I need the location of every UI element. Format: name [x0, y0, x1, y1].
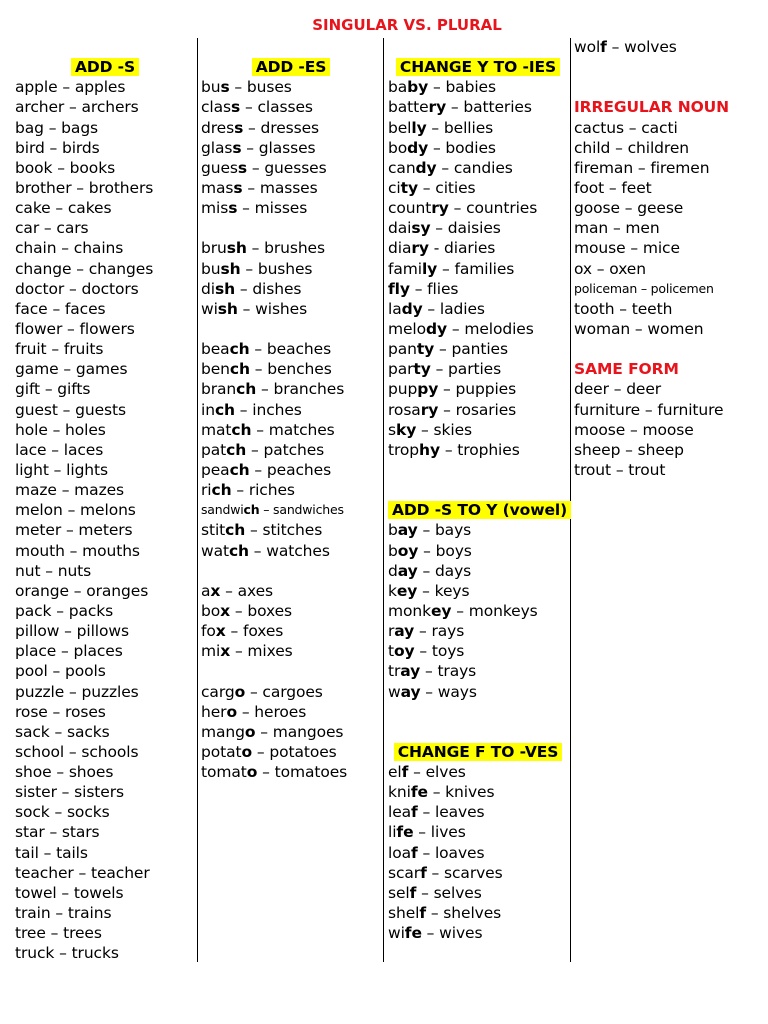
word-pair: self – selves [388, 883, 482, 902]
word-pair: belly – bellies [388, 118, 494, 137]
word-pair: ox – oxen [574, 259, 646, 278]
word-pair: sheep – sheep [574, 440, 684, 459]
word-pair: battery – batteries [388, 98, 532, 117]
word-pair: bag – bags [15, 118, 99, 137]
word-pair: teacher – teacher [15, 863, 150, 882]
word-pair: fox – foxes [201, 622, 284, 641]
word-pair: pillow – pillows [15, 622, 129, 641]
column-irregular-and-same-form [574, 37, 764, 480]
spacer [15, 37, 195, 57]
word-pair: star – stars [15, 823, 100, 842]
word-pair: guest – guests [15, 400, 126, 419]
word-pair: wife – wives [388, 924, 483, 943]
word-pair: panty – panties [388, 340, 508, 359]
word-pair: fly – flies [388, 279, 459, 298]
word-pair: bird – birds [15, 138, 100, 157]
word-pair: city – cities [388, 178, 476, 197]
word-pair: hole – holes [15, 420, 106, 439]
word-pair: towel – towels [15, 883, 124, 902]
word-pair: daisy – daisies [388, 219, 501, 238]
word-pair: sandwich – sandwiches [201, 502, 344, 518]
word-pair: hero – heroes [201, 702, 307, 721]
word-pair: baby – babies [388, 78, 496, 97]
word-pair: tray – trays [388, 662, 477, 681]
word-pair: beach – beaches [201, 340, 332, 359]
word-pair: cake – cakes [15, 199, 112, 218]
word-pair: place – places [15, 642, 123, 661]
word-pair: class – classes [201, 98, 313, 117]
word-pair: body – bodies [388, 138, 496, 157]
column-add-s [15, 37, 195, 963]
word-pair: box – boxes [201, 601, 292, 620]
word-pair: meter – meters [15, 521, 133, 540]
word-pair: party – parties [388, 360, 502, 379]
word-pair: car – cars [15, 219, 89, 238]
word-pair: candy – candies [388, 158, 513, 177]
word-pair: stitch – stitches [201, 521, 323, 540]
section-heading: IRREGULAR NOUN [574, 98, 730, 117]
word-pair: diary - diaries [388, 239, 496, 258]
section-heading: SAME FORM [574, 360, 679, 379]
word-pair: rich – riches [201, 481, 295, 500]
word-pair: country – countries [388, 199, 538, 218]
word-pair: puppy – puppies [388, 380, 517, 399]
word-pair: dress – dresses [201, 118, 320, 137]
word-pair: flower – flowers [15, 319, 135, 338]
word-pair: guess – guesses [201, 158, 327, 177]
word-pair: leaf – leaves [388, 803, 485, 822]
word-pair: gift – gifts [15, 380, 91, 399]
word-pair: furniture – furniture [574, 400, 724, 419]
word-pair: doctor – doctors [15, 279, 139, 298]
word-pair: match – matches [201, 420, 335, 439]
word-pair: bus – buses [201, 78, 292, 97]
word-pair: ray – rays [388, 622, 465, 641]
word-pair: mix – mixes [201, 642, 293, 661]
word-pair: shoe – shoes [15, 763, 114, 782]
word-pair: truck – trucks [15, 944, 119, 963]
word-pair: rose – roses [15, 702, 106, 721]
word-pair: sack – sacks [15, 722, 110, 741]
spacer [201, 561, 381, 581]
word-pair: train – trains [15, 904, 112, 923]
word-pair: orange – oranges [15, 581, 149, 600]
word-pair: monkey – monkeys [388, 601, 538, 620]
word-pair: cactus – cacti [574, 118, 678, 137]
word-pair: policeman – policemen [574, 280, 714, 296]
word-pair: moose – moose [574, 420, 694, 439]
word-pair: loaf – loaves [388, 843, 485, 862]
word-pair: potato – potatoes [201, 742, 337, 761]
word-pair: peach – peaches [201, 460, 332, 479]
word-pair: child – children [574, 138, 689, 157]
spacer [201, 319, 381, 339]
spacer [574, 57, 764, 77]
word-pair: elf – elves [388, 763, 466, 782]
spacer [574, 77, 764, 97]
page-title: SINGULAR VS. PLURAL [312, 16, 502, 34]
word-pair: key – keys [388, 581, 470, 600]
column-divider [383, 38, 384, 962]
word-pair: goose – geese [574, 199, 684, 218]
section-heading: ADD -S [15, 57, 195, 77]
word-pair: light – lights [15, 460, 108, 479]
word-pair: dish – dishes [201, 279, 302, 298]
word-pair: face – faces [15, 299, 106, 318]
word-pair: man – men [574, 219, 660, 238]
word-pair: boy – boys [388, 541, 472, 560]
word-pair: sky – skies [388, 420, 472, 439]
word-pair: mouse – mice [574, 239, 680, 258]
word-pair: deer – deer [574, 380, 662, 399]
word-pair: mango – mangoes [201, 722, 344, 741]
spacer [574, 339, 764, 359]
word-pair: woman – women [574, 319, 704, 338]
word-pair: change – changes [15, 259, 154, 278]
column-divider [197, 38, 198, 962]
word-pair: pack – packs [15, 601, 114, 620]
word-pair: wolf – wolves [574, 38, 677, 56]
word-pair: sister – sisters [15, 783, 124, 802]
word-pair: day – days [388, 561, 472, 580]
word-pair: knife – knives [388, 783, 495, 802]
section-heading: ADD -ES [201, 57, 381, 77]
word-pair: toy – toys [388, 642, 465, 661]
word-pair: melon – melons [15, 501, 136, 520]
word-pair: fruit – fruits [15, 340, 104, 359]
section-heading: CHANGE Y TO -IES [388, 57, 568, 77]
word-pair: ax – axes [201, 581, 274, 600]
word-pair: cargo – cargoes [201, 682, 323, 701]
word-pair: game – games [15, 360, 128, 379]
word-pair: inch – inches [201, 400, 302, 419]
word-pair: trout – trout [574, 460, 666, 479]
spacer [201, 37, 381, 57]
word-pair: chain – chains [15, 239, 124, 258]
word-pair: patch – patches [201, 440, 325, 459]
word-pair: miss – misses [201, 199, 308, 218]
word-pair: lady – ladies [388, 299, 485, 318]
word-pair: melody – melodies [388, 319, 534, 338]
word-pair: maze – mazes [15, 481, 125, 500]
word-pair: family – families [388, 259, 515, 278]
spacer [201, 218, 381, 238]
word-pair: school – schools [15, 742, 139, 761]
word-pair: way – ways [388, 682, 477, 701]
spacer [388, 37, 568, 57]
word-pair: tree – trees [15, 924, 102, 943]
word-pair: mass – masses [201, 178, 318, 197]
word-pair: lace – laces [15, 440, 104, 459]
word-pair: rosary – rosaries [388, 400, 517, 419]
word-pair: tail – tails [15, 843, 88, 862]
word-pair: glass – glasses [201, 138, 316, 157]
word-pair: shelf – shelves [388, 904, 502, 923]
word-pair: pool – pools [15, 662, 106, 681]
word-pair: mouth – mouths [15, 541, 140, 560]
section-heading: ADD -S TO Y (vowel) [388, 500, 568, 520]
spacer [388, 460, 568, 480]
word-pair: brush – brushes [201, 239, 325, 258]
section-heading: CHANGE F TO -VES [388, 742, 568, 762]
word-pair: bush – bushes [201, 259, 313, 278]
column-divider [570, 38, 571, 962]
spacer [388, 722, 568, 742]
word-pair: book – books [15, 158, 116, 177]
word-pair: bay – bays [388, 521, 472, 540]
word-pair: foot – feet [574, 178, 652, 197]
spacer [388, 480, 568, 500]
word-pair: fireman – firemen [574, 158, 710, 177]
word-pair: tooth – teeth [574, 299, 673, 318]
word-pair: apple – apples [15, 78, 126, 97]
spacer [201, 661, 381, 681]
word-pair: sock – socks [15, 803, 110, 822]
word-pair: tomato – tomatoes [201, 763, 348, 782]
word-pair: branch – branches [201, 380, 345, 399]
word-pair: puzzle – puzzles [15, 682, 139, 701]
word-pair: trophy – trophies [388, 440, 520, 459]
word-pair: bench – benches [201, 360, 332, 379]
word-pair: brother – brothers [15, 178, 154, 197]
spacer [388, 702, 568, 722]
word-pair: wish – wishes [201, 299, 308, 318]
word-pair: watch – watches [201, 541, 330, 560]
word-pair: archer – archers [15, 98, 139, 117]
word-pair: life – lives [388, 823, 466, 842]
word-pair: nut – nuts [15, 561, 92, 580]
column-change-y-and-f [388, 37, 568, 943]
word-pair: scarf – scarves [388, 863, 503, 882]
column-add-es [201, 37, 381, 782]
